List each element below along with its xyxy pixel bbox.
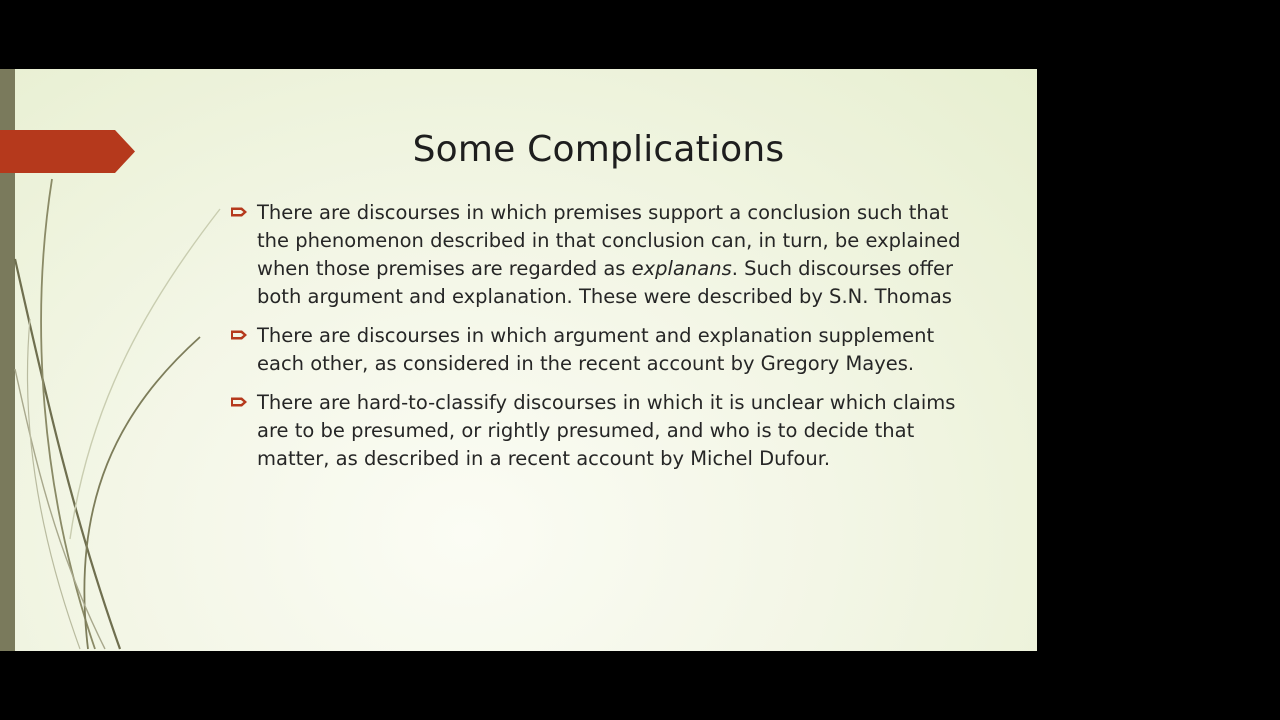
presentation-slide <box>0 69 1037 651</box>
bullet-item <box>230 389 970 473</box>
bullet-text: There are discourses in which argument and explanation supplement each other, as considered in the recent account by Gregory Mayes. <box>257 324 935 375</box>
bullet-text: There are hard-to-classify discourses in which it is unclear which claims are to be presumed, or rightly presumed, and who is to decide that matter, as described in a recent account by Michel Dufour. <box>257 391 956 470</box>
bullet-item <box>230 199 970 311</box>
slide-title: Some Complications <box>412 129 785 170</box>
emphasized-term: explanans <box>631 257 732 280</box>
arrow-bullet-icon <box>230 206 249 218</box>
bullet-text: There are discourses in which premises support a conclusion such that the phenomenon described in that conclusion can, in turn, be explained when those premises are regarded as explanans. Such discourses offer both argument and explanation. These were described by S.N. Thomas <box>257 201 961 308</box>
arrow-bullet-icon <box>230 396 249 408</box>
bullet-list <box>230 199 970 484</box>
title-arrow-icon <box>0 130 135 173</box>
arrow-bullet-icon <box>230 329 249 341</box>
bullet-item <box>230 322 970 378</box>
